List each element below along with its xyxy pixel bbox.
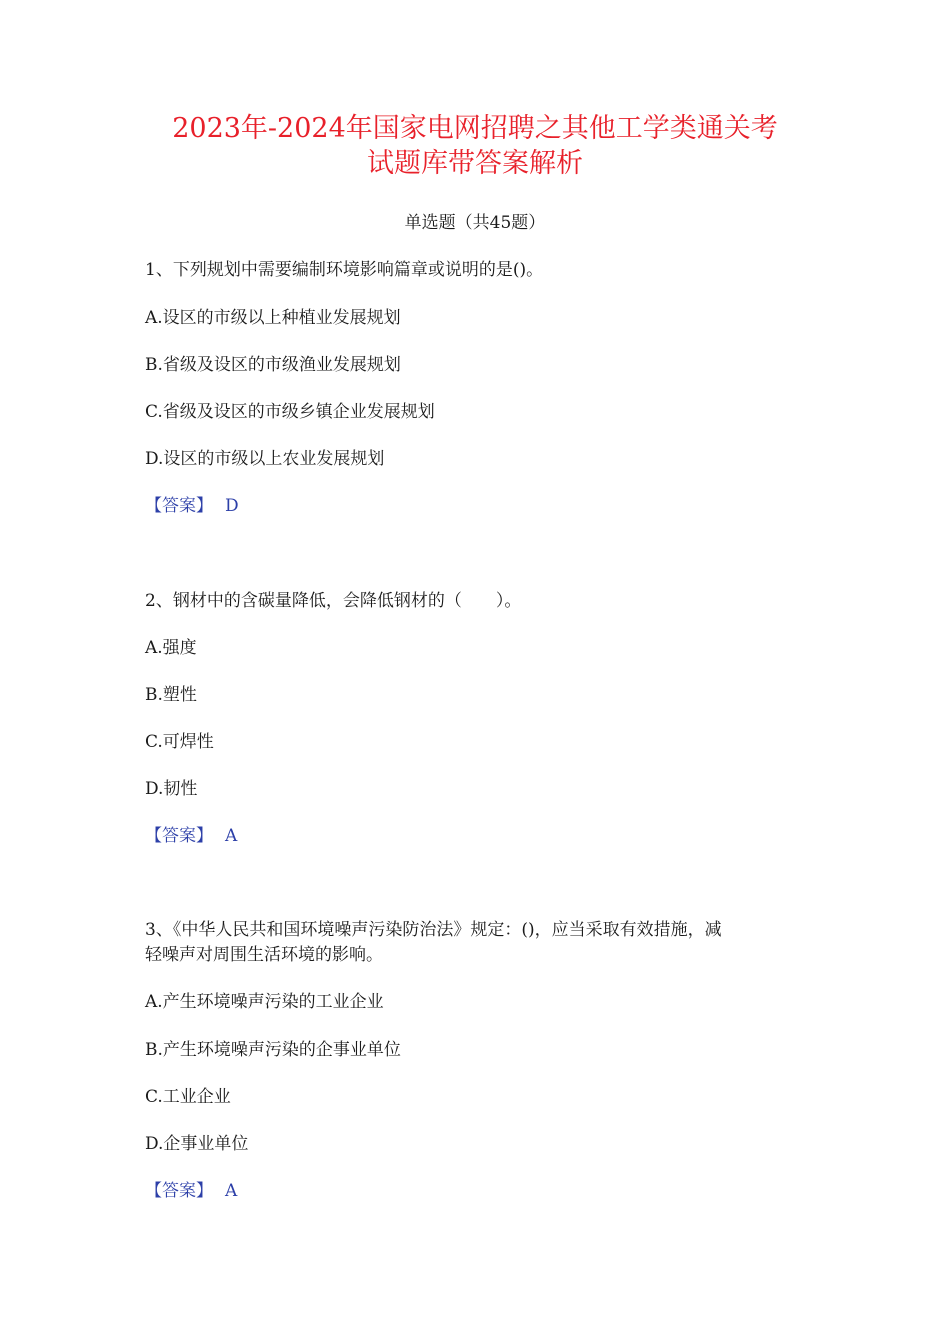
section-heading: 单选题（共45题） xyxy=(404,213,546,233)
document-title-line-1: 2023年-2024年国家电网招聘之其他工学类通关考 xyxy=(172,113,778,144)
question-3-stem-line-1: 3、《中华人民共和国环境噪声污染防治法》规定：()，应当采取有效措施，减 xyxy=(145,920,722,940)
question-1-option-b: B.省级及设区的市级渔业发展规划 xyxy=(145,355,401,375)
question-3-option-b: B.产生环境噪声污染的企事业单位 xyxy=(145,1040,401,1060)
question-2-option-c: C.可焊性 xyxy=(145,732,214,752)
question-1-stem: 1、下列规划中需要编制环境影响篇章或说明的是()。 xyxy=(145,260,544,280)
question-2-option-b: B.塑性 xyxy=(145,685,197,705)
question-1-option-a: A.设区的市级以上种植业发展规划 xyxy=(145,308,401,328)
question-1-answer xyxy=(145,494,239,518)
question-2-option-d: D.韧性 xyxy=(145,779,198,799)
question-2-stem: 2、钢材中的含碳量降低，会降低钢材的（ ）。 xyxy=(145,591,522,611)
question-2-option-a: A.强度 xyxy=(145,638,197,658)
answer-label: 【答案】 xyxy=(145,1181,213,1201)
question-3-option-a: A.产生环境噪声污染的工业企业 xyxy=(145,992,384,1012)
question-3-option-c: C.工业企业 xyxy=(145,1087,231,1107)
answer-value: A xyxy=(225,1181,238,1201)
answer-value: D xyxy=(225,496,239,516)
question-3-answer xyxy=(145,1179,237,1203)
answer-value: A xyxy=(225,826,238,846)
question-3-stem-line-2: 轻噪声对周围生活环境的影响。 xyxy=(145,945,383,965)
answer-label: 【答案】 xyxy=(145,826,213,846)
document-title-line-2: 试题库带答案解析 xyxy=(367,148,583,179)
question-3-option-d: D.企事业单位 xyxy=(145,1134,249,1154)
question-1-option-d: D.设区的市级以上农业发展规划 xyxy=(145,449,385,469)
question-1-option-c: C.省级及设区的市级乡镇企业发展规划 xyxy=(145,402,435,422)
answer-label: 【答案】 xyxy=(145,496,213,516)
question-2-answer xyxy=(145,824,237,848)
